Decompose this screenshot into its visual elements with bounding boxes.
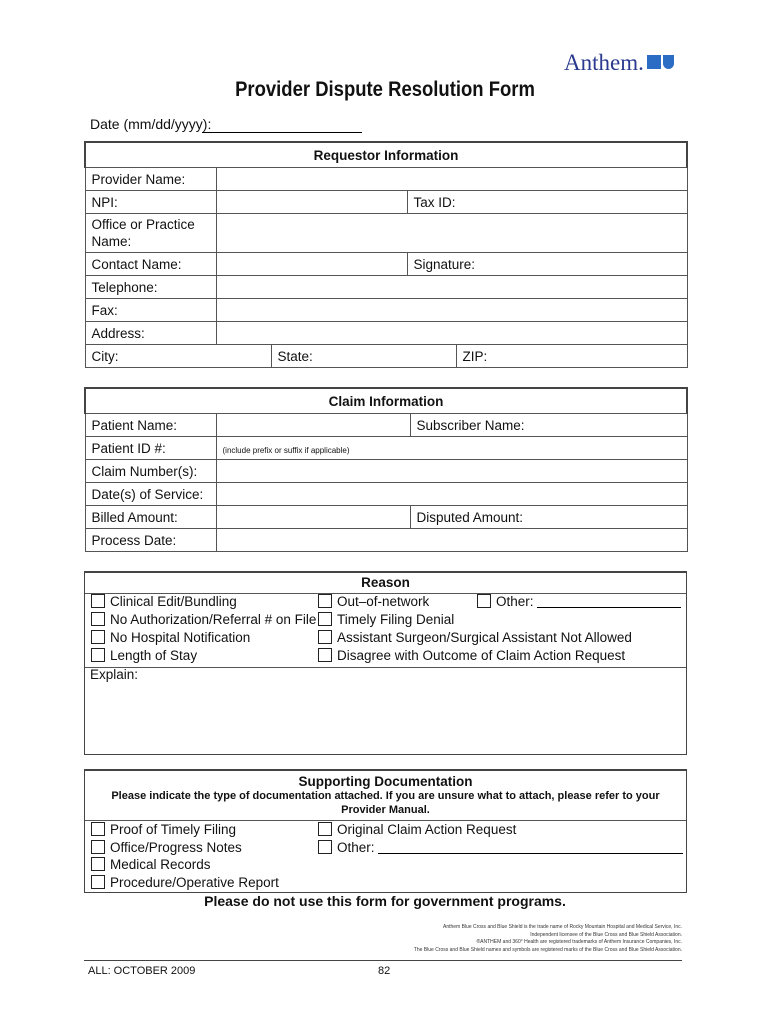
signature-field[interactable]: Signature:: [407, 253, 687, 276]
checkbox[interactable]: [318, 840, 332, 854]
checkbox[interactable]: [318, 648, 332, 662]
reason-assistant-surgeon[interactable]: Assistant Surgeon/Surgical Assistant Not Allowed: [318, 630, 632, 645]
checkbox[interactable]: [318, 630, 332, 644]
supporting-header: Supporting Documentation: [298, 774, 473, 789]
patient-id-label: Patient ID #:: [85, 437, 216, 460]
requestor-header: Requestor Information: [85, 142, 687, 168]
supporting-instruction: Please indicate the type of documentation attached. If you are unsure what to attach, please refer to your Provider Manual.: [111, 790, 660, 816]
checkbox[interactable]: [318, 612, 332, 626]
logo-text: Anthem.: [564, 50, 644, 75]
provider-name-label: Provider Name:: [85, 168, 216, 191]
npi-label: NPI:: [85, 191, 216, 214]
patient-name-field[interactable]: [216, 414, 410, 437]
footer-revision: ALL: OCTOBER 2009: [88, 965, 196, 977]
anthem-logo: [564, 50, 674, 76]
patient-name-label: Patient Name:: [85, 414, 216, 437]
billed-amount-field[interactable]: [216, 506, 410, 529]
reason-no-authorization[interactable]: No Authorization/Referral # on File: [91, 612, 316, 627]
office-name-field[interactable]: [216, 214, 687, 253]
address-label: Address:: [85, 322, 216, 345]
claim-numbers-label: Claim Number(s):: [85, 460, 216, 483]
dates-of-service-label: Date(s) of Service:: [85, 483, 216, 506]
doc-medical-records[interactable]: Medical Records: [91, 857, 211, 872]
blue-cross-icon: [647, 55, 661, 69]
zip-field[interactable]: ZIP:: [456, 345, 687, 368]
address-field[interactable]: [216, 322, 687, 345]
checkbox[interactable]: [318, 594, 332, 608]
checkbox[interactable]: [91, 857, 105, 871]
reason-timely-filing[interactable]: Timely Filing Denial: [318, 612, 454, 627]
footer-divider: [84, 960, 682, 961]
doc-other-field[interactable]: [378, 853, 683, 854]
fax-field[interactable]: [216, 299, 687, 322]
checkbox[interactable]: [91, 822, 105, 836]
reason-no-hospital-notification[interactable]: No Hospital Notification: [91, 630, 250, 645]
tax-id-field[interactable]: Tax ID:: [407, 191, 687, 214]
telephone-field[interactable]: [216, 276, 687, 299]
doc-original-claim-action[interactable]: Original Claim Action Request: [318, 822, 516, 837]
reason-clinical-edit[interactable]: Clinical Edit/Bundling: [91, 594, 237, 609]
date-field[interactable]: [202, 132, 362, 133]
checkbox[interactable]: [91, 648, 105, 662]
blue-shield-icon: [663, 55, 674, 69]
checkbox[interactable]: [318, 822, 332, 836]
supporting-header-block: [85, 770, 686, 821]
city-field[interactable]: City:: [85, 345, 271, 368]
reason-disagree-outcome[interactable]: Disagree with Outcome of Claim Action Request: [318, 648, 625, 663]
reason-other[interactable]: Other:: [477, 594, 681, 609]
provider-name-field[interactable]: [216, 168, 687, 191]
npi-field[interactable]: [216, 191, 407, 214]
reason-out-of-network[interactable]: Out–of-network: [318, 594, 429, 609]
subscriber-name-field[interactable]: Subscriber Name:: [410, 414, 687, 437]
checkbox[interactable]: [477, 594, 491, 608]
state-field[interactable]: State:: [271, 345, 456, 368]
explain-field[interactable]: [86, 686, 683, 750]
doc-other[interactable]: Other:: [318, 840, 683, 855]
checkbox[interactable]: [91, 612, 105, 626]
claim-numbers-field[interactable]: [216, 460, 687, 483]
explain-label: Explain:: [90, 667, 139, 682]
reason-other-field[interactable]: [537, 607, 681, 608]
billed-amount-label: Billed Amount:: [85, 506, 216, 529]
claim-table: [84, 387, 688, 552]
fax-label: Fax:: [85, 299, 216, 322]
fine-print: Anthem Blue Cross and Blue Shield is the trade name of Rocky Mountain Hospital and Medical Service, Inc. Independent licensee of the Blue Cross and Blue Shield Association. ®ANTHEM and 360° Health are registered trademarks of Anthem Insurance Companies, Inc. The Blue Cross and Blue Shield names and symbols are registered marks of the Blue Cross and Blue Shield Association.: [413, 924, 682, 953]
process-date-field[interactable]: [216, 529, 687, 552]
process-date-label: Process Date:: [85, 529, 216, 552]
office-name-label: Office or Practice Name:: [85, 214, 216, 253]
checkbox[interactable]: [91, 594, 105, 608]
reason-length-of-stay[interactable]: Length of Stay: [91, 648, 197, 663]
requestor-table: [84, 141, 688, 368]
reason-header: Reason: [85, 572, 686, 594]
claim-header: Claim Information: [85, 388, 687, 414]
checkbox[interactable]: [91, 630, 105, 644]
page-title: Provider Dispute Resolution Form: [235, 78, 535, 101]
date-label: Date (mm/dd/yyyy):: [90, 116, 212, 132]
government-note: Please do not use this form for government programs.: [204, 893, 566, 909]
page-number: 82: [378, 965, 391, 977]
patient-id-field[interactable]: [216, 437, 687, 460]
disputed-amount-field[interactable]: Disputed Amount:: [410, 506, 687, 529]
doc-procedure-report[interactable]: Procedure/Operative Report: [91, 875, 279, 890]
patient-id-note: (include prefix or suffix if applicable): [222, 445, 350, 455]
checkbox[interactable]: [91, 840, 105, 854]
doc-office-progress-notes[interactable]: Office/Progress Notes: [91, 840, 242, 855]
doc-proof-timely-filing[interactable]: Proof of Timely Filing: [91, 822, 236, 837]
contact-name-label: Contact Name:: [85, 253, 216, 276]
telephone-label: Telephone:: [85, 276, 216, 299]
checkbox[interactable]: [91, 875, 105, 889]
contact-name-field[interactable]: [216, 253, 407, 276]
dates-of-service-field[interactable]: [216, 483, 687, 506]
